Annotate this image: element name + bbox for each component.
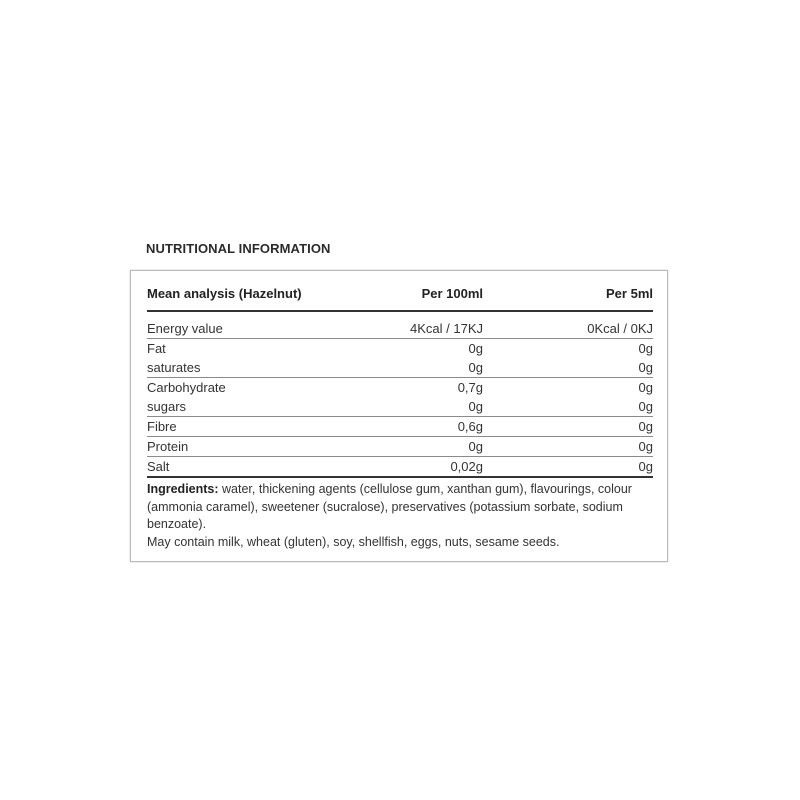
table-row bbox=[147, 397, 653, 417]
row-label: Carbohydrate bbox=[147, 380, 226, 395]
row-per-5ml: 0g bbox=[483, 457, 653, 478]
table-row bbox=[147, 339, 653, 359]
ingredients-label: Ingredients: bbox=[147, 482, 219, 496]
row-label: Salt bbox=[147, 457, 347, 478]
table-header-row bbox=[147, 283, 653, 311]
ingredients-paragraph bbox=[147, 481, 655, 534]
row-label: Protein bbox=[147, 437, 347, 457]
allergens-text: May contain milk, wheat (gluten), soy, shellfish, eggs, nuts, sesame seeds. bbox=[147, 534, 560, 549]
row-per-100ml: 0g bbox=[347, 437, 483, 457]
table-row bbox=[147, 437, 653, 457]
row-per-5ml: 0g bbox=[483, 437, 653, 457]
row-label: Energy value bbox=[147, 311, 347, 339]
row-per-5ml: 0g bbox=[638, 341, 653, 356]
nutrition-panel bbox=[130, 270, 668, 562]
row-per-5ml: 0g bbox=[483, 417, 653, 437]
row-per-100ml: 0g bbox=[468, 341, 483, 356]
header-mean-analysis: Mean analysis (Hazelnut) bbox=[147, 283, 347, 311]
ingredients-section bbox=[147, 481, 655, 551]
row-per-5ml: 0g bbox=[483, 397, 653, 417]
row-per-100ml: 0,7g bbox=[457, 380, 483, 395]
row-label: sugars bbox=[147, 397, 347, 417]
row-per-100ml: 0,02g bbox=[347, 457, 483, 478]
row-per-100ml: 0g bbox=[347, 358, 483, 378]
table-row bbox=[147, 417, 653, 437]
table-row bbox=[147, 457, 653, 478]
table-row bbox=[147, 378, 653, 398]
table-row bbox=[147, 358, 653, 378]
row-per-100ml: 0,6g bbox=[347, 417, 483, 437]
row-per-100ml: 4Kcal / 17KJ bbox=[347, 311, 483, 339]
row-per-5ml: 0g bbox=[638, 380, 653, 395]
row-per-5ml: 0g bbox=[483, 358, 653, 378]
row-label: Fibre bbox=[147, 417, 347, 437]
row-label: Fat bbox=[147, 341, 166, 356]
header-per-100ml: Per 100ml bbox=[347, 283, 483, 311]
row-per-100ml: 0g bbox=[347, 397, 483, 417]
page-title: NUTRITIONAL INFORMATION bbox=[146, 241, 331, 256]
header-per-5ml: Per 5ml bbox=[483, 283, 653, 311]
ingredients-text: water, thickening agents (cellulose gum, xanthan gum), flavourings, colour (ammonia caramel), sweetener (sucralose), preservatives (potassium sorbate, sodium benzoate). bbox=[147, 482, 632, 531]
nutrition-table bbox=[147, 283, 653, 478]
table-row bbox=[147, 311, 653, 339]
row-per-5ml: 0Kcal / 0KJ bbox=[483, 311, 653, 339]
row-label: saturates bbox=[147, 358, 347, 378]
